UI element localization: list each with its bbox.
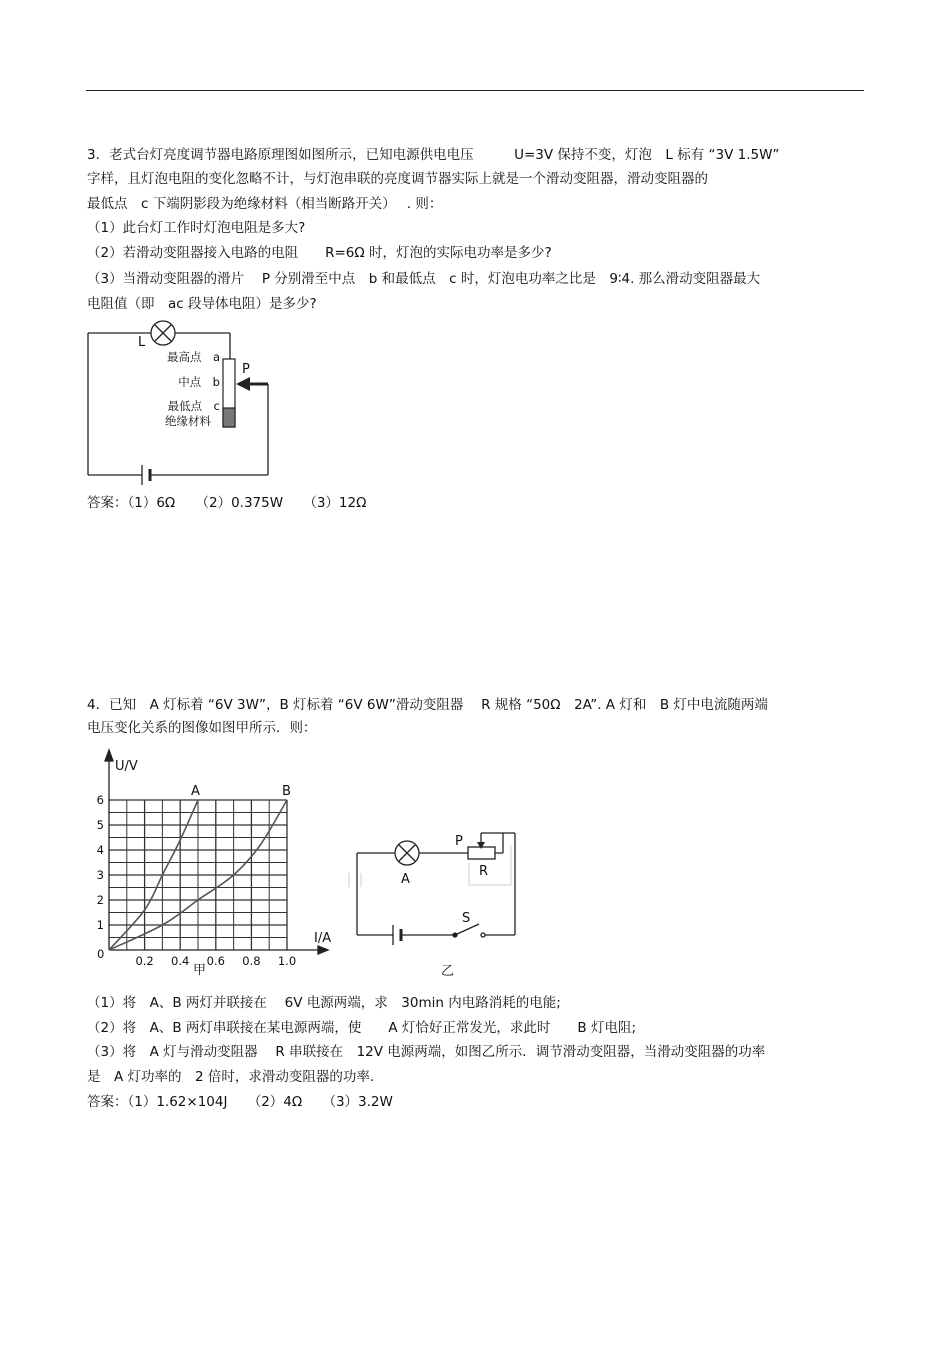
rheostat-symbol: [468, 847, 495, 859]
switch-s-label: S: [462, 911, 471, 926]
q4-iv-graph: [88, 748, 338, 980]
q3-sub-1: （1）此台灯工作时灯泡电阻是多大?: [87, 220, 306, 236]
lamp-a-symbol: [395, 841, 419, 865]
point-a-label: 最高点 a: [166, 350, 220, 364]
q4-line-2: 电压变化关系的图像如图甲所示．则：: [87, 720, 317, 736]
q3-sub-2: （2）若滑动变阻器接入电路的电阻 R=6Ω 时，灯泡的实际电功率是多少?: [87, 245, 552, 261]
x-axis-label: I/A: [314, 931, 332, 946]
curve-a-label: A: [191, 784, 200, 799]
y-axis-label: U/V: [115, 759, 138, 774]
point-c-label: 最低点 c: [167, 399, 220, 413]
x-tick-label: 0.6: [206, 954, 225, 968]
insulator-label: 绝缘材料: [165, 414, 211, 428]
y-tick-label: 4: [96, 843, 104, 857]
q4-sub-3: （3）将 A 灯与滑动变阻器 R 串联接在 12V 电源两端，如图乙所示．调节滑动变阻器，当滑动变阻器的功率: [87, 1044, 766, 1060]
q4-answer: 答案：（1）1.62×104J （2）4Ω （3）3.2W: [87, 1094, 393, 1110]
battery-symbol: [393, 925, 401, 945]
q3-line-2: 字样，且灯泡电阻的变化忽略不计，与灯泡串联的亮度调节器实际上就是一个滑动变阻器，滑动变阻器的: [87, 171, 708, 187]
circuit-caption: 乙: [441, 964, 455, 979]
top-divider: [86, 90, 864, 91]
lamp-a-label: A: [401, 872, 410, 887]
lamp-symbol: [151, 321, 175, 345]
q3-line-3: 最低点 c 下端阴影段为绝缘材料（相当断路开关） . 则：: [87, 196, 443, 212]
q4-sub-1: （1）将 A、B 两灯并联接在 6V 电源两端，求 30min 内电路消耗的电能;: [87, 995, 561, 1011]
battery-symbol: [142, 465, 150, 485]
q4-sub-3-cont: 是 A 灯功率的 2 倍时，求滑动变阻器的功率.: [87, 1069, 375, 1085]
slider-label: P: [242, 362, 250, 377]
y-tick-label: 5: [96, 818, 104, 832]
q3-sub-3: （3）当滑动变阻器的滑片 P 分别滑至中点 b 和最低点 c 时，灯泡电功率之比是 9∶4. 那么滑动变阻器最大: [87, 271, 761, 287]
origin-label: 0: [97, 947, 105, 961]
q4-circuit-diagram: [345, 825, 535, 980]
graph-caption: 甲: [193, 963, 207, 978]
slider-arrow: [236, 377, 268, 391]
q3-circuit-diagram: [80, 315, 280, 495]
insulator-segment: [223, 408, 235, 427]
curve-b-label: B: [282, 784, 291, 799]
q4-sub-2: （2）将 A、B 两灯串联接在某电源两端，使 A 灯恰好正常发光，求此时 B 灯电阻;: [87, 1020, 637, 1036]
q4-line-1: 4．已知 A 灯标着 “6V 3W”，B 灯标着 “6V 6W”滑动变阻器 R 规格 “50Ω 2A”. A 灯和 B 灯中电流随两端: [87, 697, 768, 713]
y-tick-label: 3: [96, 868, 104, 882]
point-b-label: 中点 b: [178, 375, 220, 389]
slider-p-label: P: [455, 834, 463, 849]
rheostat-r-label: R: [479, 864, 489, 879]
q3-line-1: 3．老式台灯亮度调节器电路原理图如图所示，已知电源供电电压 U=3V 保持不变，灯泡 L 标有 “3V 1.5W”: [87, 147, 780, 163]
x-tick-label: 0.8: [242, 954, 261, 968]
x-tick-label: 0.2: [135, 954, 154, 968]
y-tick-label: 2: [96, 893, 104, 907]
y-tick-label: 6: [96, 793, 104, 807]
q3-answer: 答案：（1）6Ω （2）0.375W （3）12Ω: [87, 495, 367, 511]
q3-sub-3-cont: 电阻值（即 ac 段导体电阻）是多少?: [87, 296, 317, 312]
lamp-label: L: [138, 335, 146, 350]
x-tick-label: 0.4: [171, 954, 190, 968]
y-tick-label: 1: [96, 918, 104, 932]
x-tick-label: 1.0: [277, 954, 297, 968]
